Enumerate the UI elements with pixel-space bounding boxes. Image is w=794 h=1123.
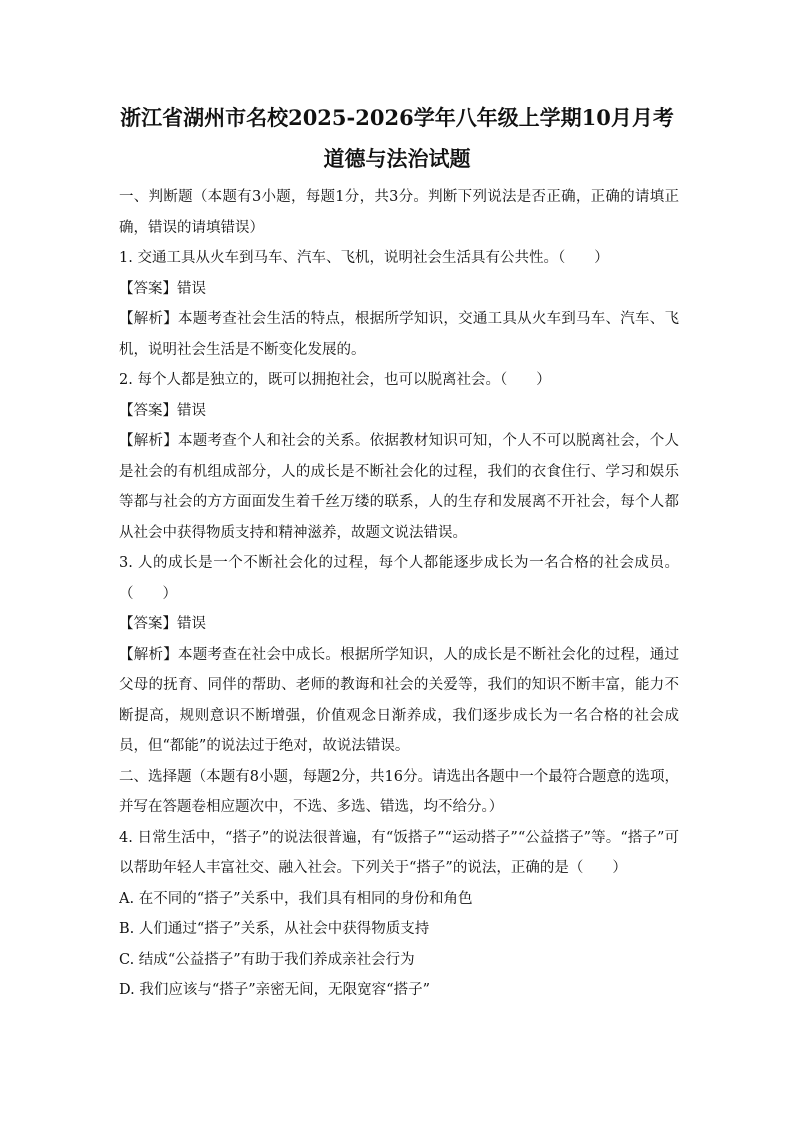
- question-1-answer: [119, 274, 679, 305]
- analysis-label: 【解析】: [119, 646, 178, 663]
- answer-label: 【答案】: [119, 280, 177, 297]
- answer-text: 错误: [177, 280, 206, 297]
- section-1-heading: 一、判断题（本题有3小题，每题1分，共3分。判断下列说法是否正确，正确的请填正确，错误的请填错误）: [119, 189, 679, 236]
- question-3-stem: 3. 人的成长是一个不断社会化的过程，每个人都能逐步成长为一名合格的社会成员。（ ）: [119, 555, 679, 602]
- question-1-analysis: [119, 304, 679, 365]
- answer-text: 错误: [177, 616, 206, 632]
- question-3-analysis: [119, 640, 679, 762]
- analysis-text: 本题考查社会生活的特点，根据所学知识，交通工具从火车到马车、汽车、飞机，说明社会生活是不断变化发展的。: [119, 311, 680, 358]
- answer-text: 错误: [177, 402, 206, 419]
- section-2-heading: 二、选择题（本题有8小题，每题2分，共16分。请选出各题中一个最符合题意的选项，并写在答题卷相应题次中，不选、多选、错选，均不给分。）: [119, 768, 679, 815]
- question-2-analysis: [119, 426, 679, 548]
- question-4-option-c: C. 结成“公益搭子”有助于我们养成亲社会行为: [119, 951, 415, 968]
- question-1-stem: 1. 交通工具从火车到马车、汽车、飞机，说明社会生活具有公共性。（ ）: [119, 250, 609, 266]
- question-4-option-d: D. 我们应该与“搭子”亲密无间，无限宽容“搭子”: [119, 982, 430, 998]
- answer-label: 【答案】: [119, 616, 177, 632]
- question-2-stem: 2. 每个人都是独立的，既可以拥抱社会，也可以脱离社会。（ ）: [119, 372, 551, 388]
- analysis-label: 【解析】: [119, 433, 178, 449]
- document-subtitle: 道德与法治试题: [323, 146, 471, 171]
- document-body: [119, 182, 679, 1006]
- question-4-stem: 4. 日常生活中，“搭子”的说法很普遍，有“饭搭子”“运动搭子”“公益搭子”等。“搭子”可以帮助年轻人丰富社交、融入社会。下列关于“搭子”的说法，正确的是（ ）: [119, 829, 679, 876]
- analysis-text: 本题考查个人和社会的关系。依据教材知识可知，个人不可以脱离社会，个人是社会的有机组成部分，人的成长是不断社会化的过程，我们的衣食住行、学习和娱乐等都与社会的方方面面发生着千丝万缕的联系，人的生存和发展离不开社会，每个人都从社会中获得物质支持和精神滋养，故题文说法错误。: [119, 433, 680, 541]
- question-3-answer: [119, 609, 679, 640]
- analysis-text: 本题考查在社会中成长。根据所学知识，人的成长是不断社会化的过程，通过父母的抚育、同伴的帮助、老师的教诲和社会的关爱等，我们的知识不断丰富，能力不断提高，规则意识不断增强，价值观念日渐养成，我们逐步成长为一名合格的社会成员，但“都能”的说法过于绝对，故说法错误。: [119, 646, 680, 754]
- question-2-answer: [119, 396, 679, 427]
- document-title: 浙江省湖州市名校2025-2026学年八年级上学期10月月考: [120, 105, 674, 130]
- answer-label: 【答案】: [119, 402, 177, 419]
- analysis-label: 【解析】: [119, 311, 178, 327]
- question-4-option-b: B. 人们通过“搭子”关系，从社会中获得物质支持: [119, 921, 430, 937]
- question-4-option-a: A. 在不同的“搭子”关系中，我们具有相同的身份和角色: [119, 890, 473, 907]
